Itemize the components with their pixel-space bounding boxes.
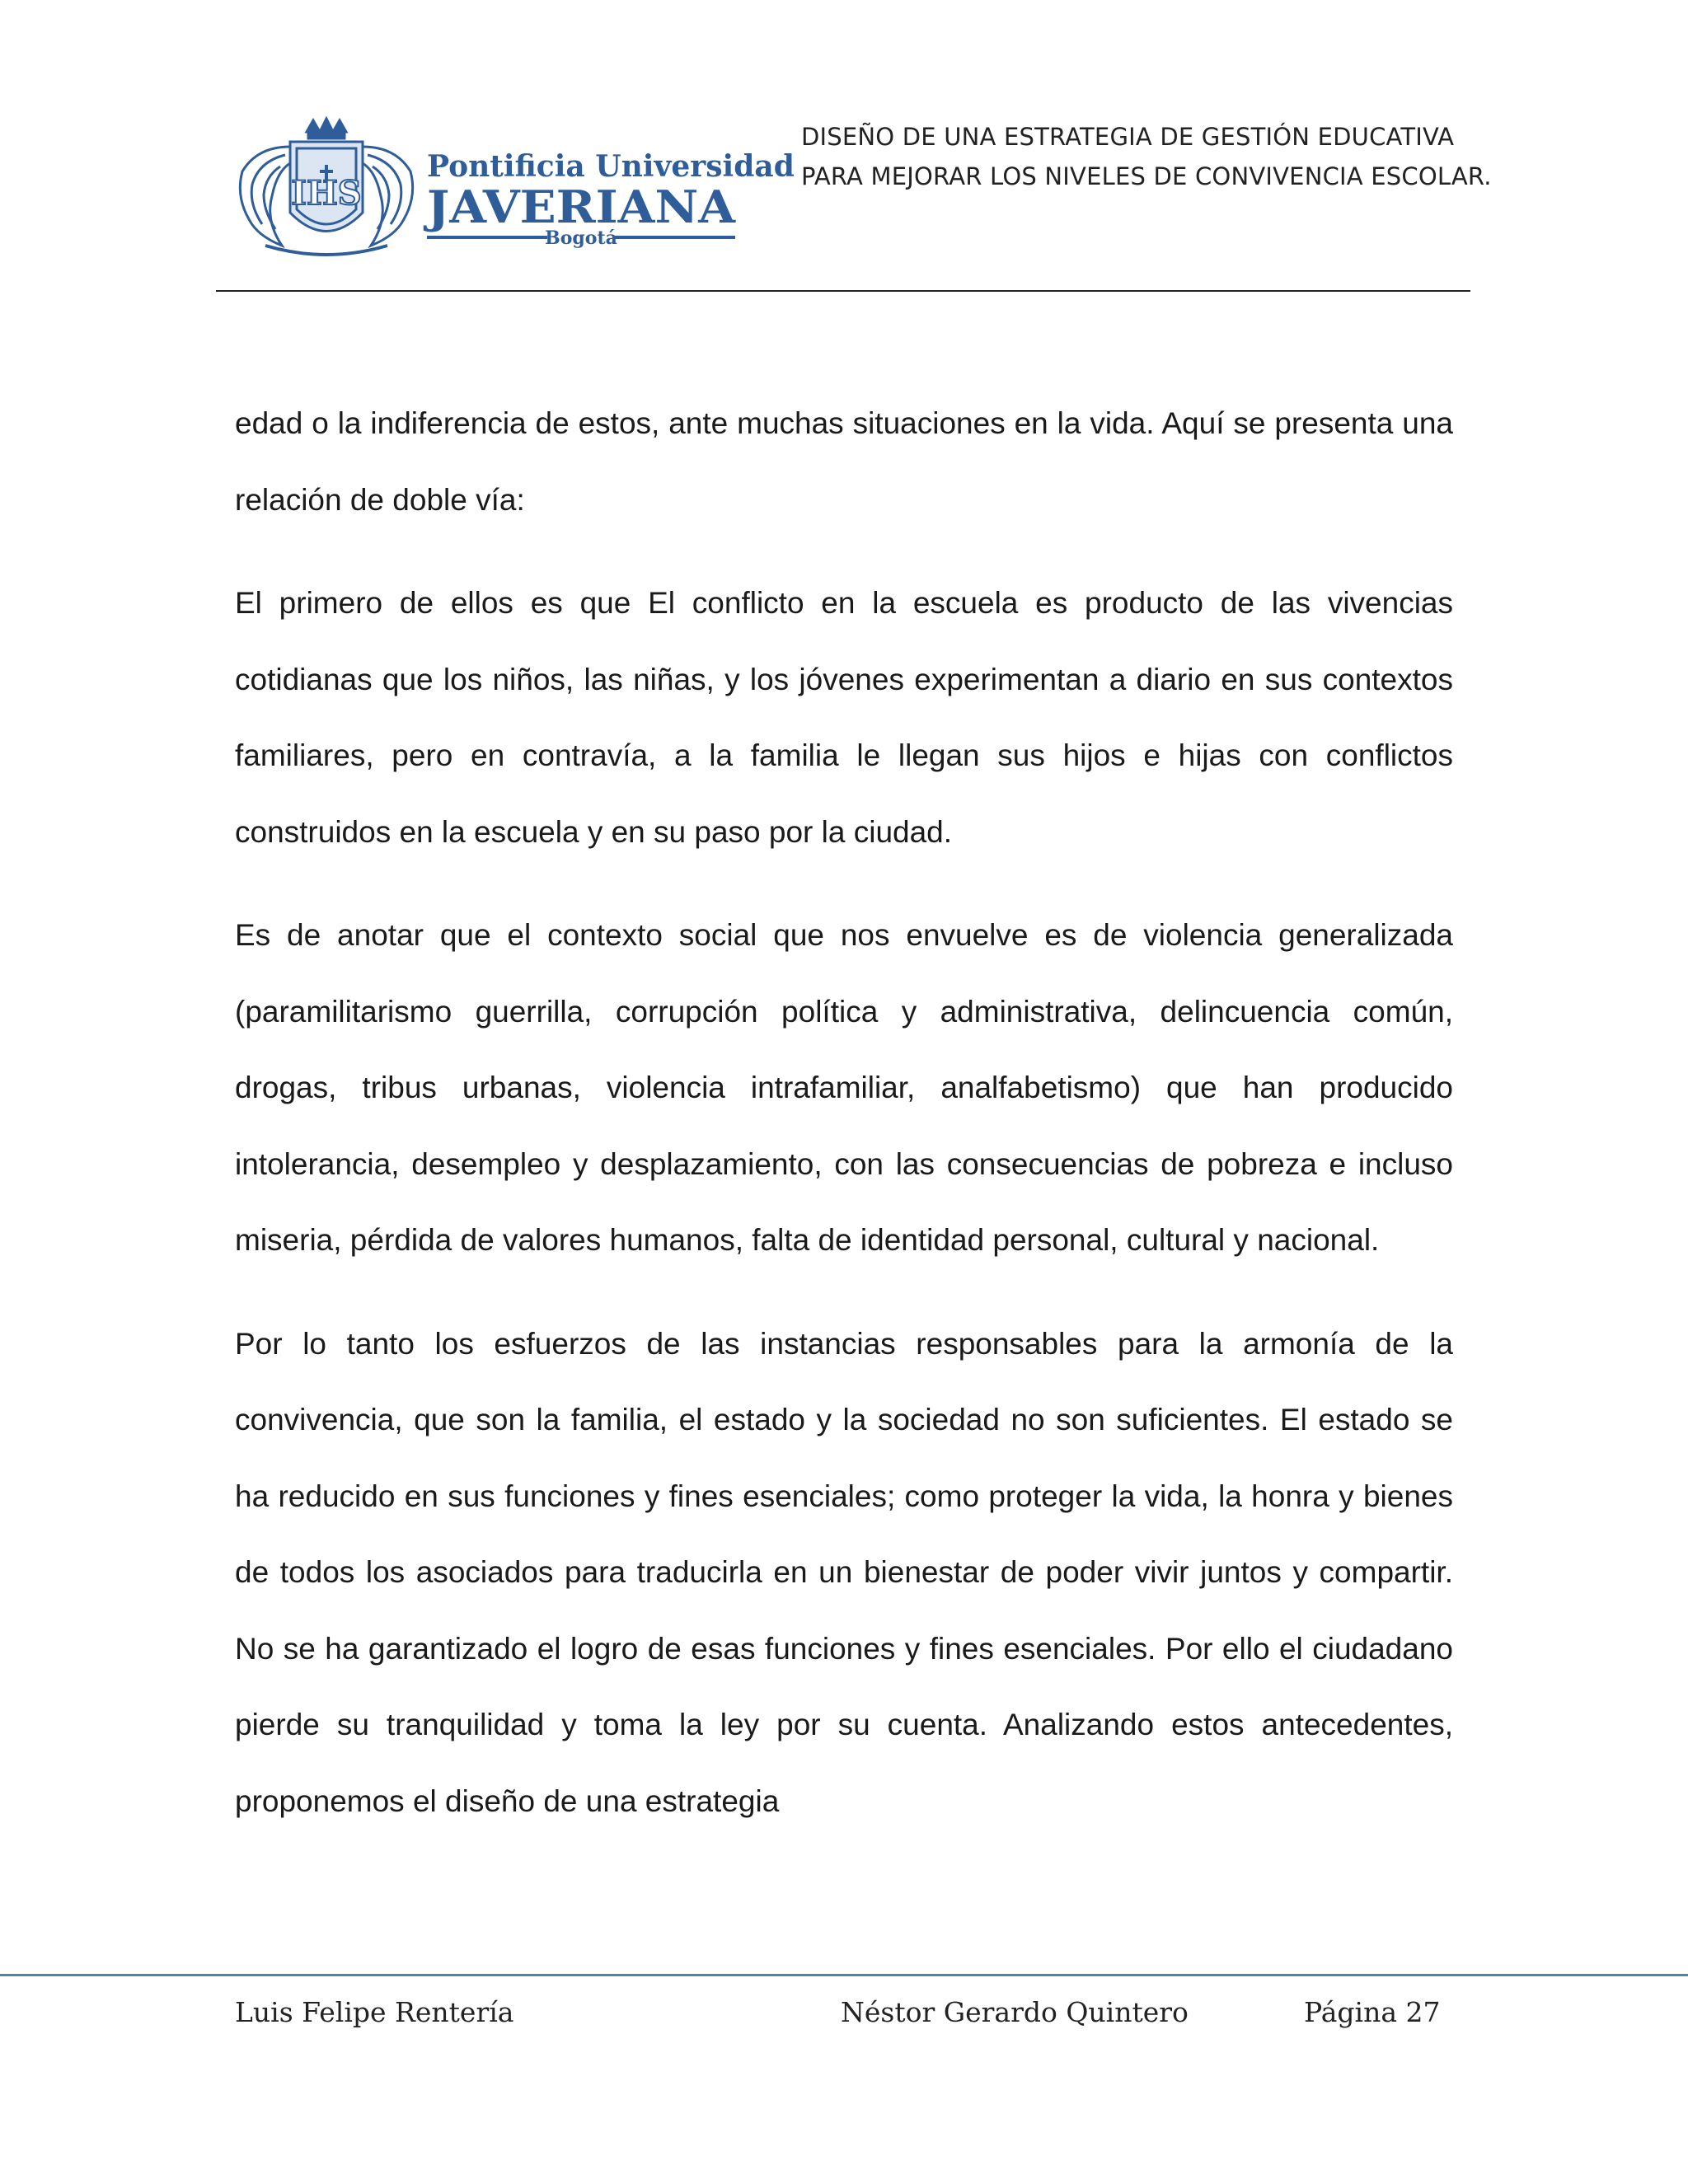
paragraph: edad o la indiferencia de estos, ante muchas situaciones en la vida. Aquí se presenta una relación de doble vía: [235,406,1453,517]
logo-line-1: Pontificia Universidad [427,149,795,184]
document-header-title [801,117,1543,196]
header-title-line-2: PARA MEJORAR LOS NIVELES DE CONVIVENCIA ESCOLAR. [801,162,1492,190]
svg-text:IHS: IHS [291,174,362,213]
paragraph: El primero de ellos es que El conflicto en la escuela es producto de las vivencias cotidianas que los niños, las niñas, y los jóvenes experimentan a diario en sus contextos familiares, pero en contravía, a la familia le llegan sus hijos e hijas con conflictos construidos en la escuela y en su paso por la ciudad. [235,586,1453,849]
logo-line-2: JAVERIANA [423,180,737,233]
header-divider [216,290,1470,292]
footer-author-1: Luis Felipe Rentería [235,1996,514,2028]
logo-line-3: Bogotá [545,227,617,249]
body-text [235,386,1453,1867]
university-logo [232,114,795,262]
header-title-line-1: DISEÑO DE UNA ESTRATEGIA DE GESTIÓN EDUCATIVA [801,123,1455,151]
page-number: Página 27 [1304,1996,1441,2028]
footer-divider [0,1974,1688,1976]
paragraph: Por lo tanto los esfuerzos de las instancias responsables para la armonía de la convivencia, que son la familia, el estado y la sociedad no son suficientes. El estado se ha reducido en sus funciones y fines esenciales; como proteger la vida, la honra y bienes de todos los asociados para traducirla en un bienestar de poder vivir juntos y compartir. No se ha garantizado el logro de esas funciones y fines esenciales. Por ello el ciudadano pierde su tranquilidad y toma la ley por su cuenta. Analizando estos antecedentes, proponemos el diseño de una estrategia [235,1326,1453,1818]
footer-author-2: Néstor Gerardo Quintero [841,1996,1189,2028]
paragraph: Es de anotar que el contexto social que nos envuelve es de violencia generalizada (paramilitarismo guerrilla, corrupción política y administrativa, delincuencia común, drogas, tribus urbanas, violencia intrafamiliar, analfabetismo) que han producido intolerancia, desempleo y desplazamiento, con las consecuencias de pobreza e incluso miseria, pérdida de valores humanos, falta de identidad personal, cultural y nacional. [235,918,1453,1257]
javeriana-seal-icon [232,114,795,262]
